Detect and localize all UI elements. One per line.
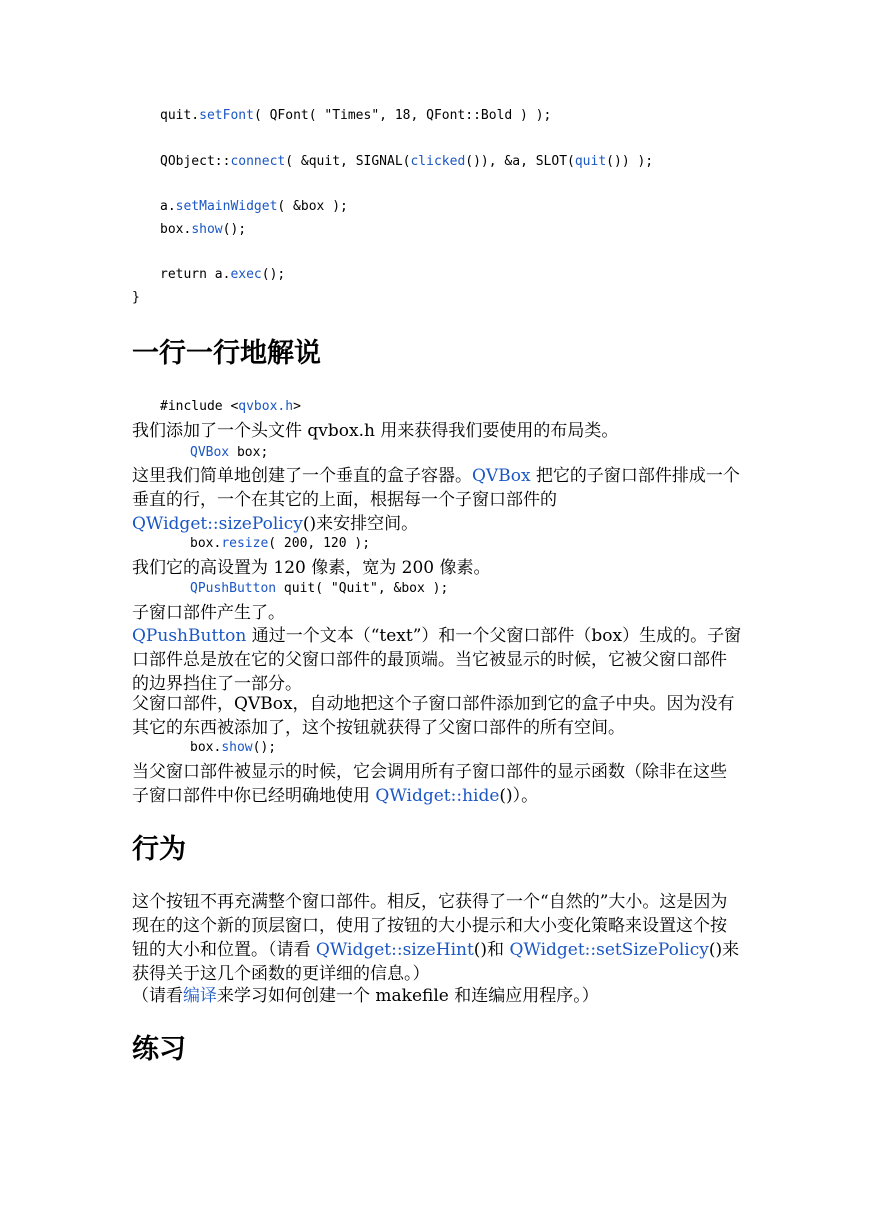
paragraph-text: 把它的子窗口部件排成一个垂直的行，一个在其它的上面，根据每一个子窗口部件的 <box>132 466 740 510</box>
code-text: ()) ); <box>606 154 654 169</box>
code-text: > <box>293 399 301 414</box>
code-line <box>190 581 448 597</box>
code-keyword: clicked <box>410 154 466 169</box>
paragraph-text: 这个按钮不再充满整个窗口部件。相反，它获得了一个“自然的”大小。这是因为现在的这个新的顶层窗口，使用了按钮的大小提示和大小变化策略来设置这个按钮的大小和位置。（请看 <box>132 892 728 960</box>
setsizepolicy-link[interactable]: QWidget::setSizePolicy <box>509 940 709 960</box>
code-text: ( QFont( "Times", 18, QFont::Bold ) ); <box>253 108 552 123</box>
section-heading-behavior: 行为 <box>132 834 186 865</box>
qvbox-link[interactable]: QVBox <box>472 466 531 486</box>
paragraph <box>132 890 742 986</box>
code-text: QObject:: <box>160 154 231 169</box>
code-line <box>160 222 246 238</box>
code-text: ( 200, 120 ); <box>268 536 371 551</box>
code-keyword: quit <box>574 154 607 169</box>
code-text: (); <box>222 222 247 237</box>
code-text: box. <box>190 740 222 755</box>
code-text: quit. <box>160 108 200 123</box>
paragraph-text: 来学习如何创建一个 makefile 和连编应用程序。） <box>217 986 599 1006</box>
hide-link[interactable]: QWidget::hide <box>375 786 500 806</box>
code-text: a. <box>160 199 176 214</box>
paragraph-text: 通过一个文本（“text”）和一个父窗口部件（box）生成的。子窗口部件总是放在它的父窗口部件的最顶端。当它被显示的时候，它被父窗口部件的边界挡住了一部分。 <box>132 626 742 694</box>
code-text: (); <box>252 740 277 755</box>
code-line <box>160 267 285 283</box>
paragraph-text: ()来获得关于这几个函数的更详细的信息。） <box>132 940 740 984</box>
sizepolicy-link[interactable]: QWidget::sizePolicy <box>132 514 303 534</box>
paragraph: 子窗口部件产生了。 <box>132 603 285 623</box>
paragraph-text: ()和 <box>473 940 510 960</box>
paragraph: 我们添加了一个头文件 qvbox.h 用来获得我们要使用的布局类。 <box>132 421 619 441</box>
code-keyword: resize <box>221 536 269 551</box>
code-text: box. <box>160 222 192 237</box>
code-keyword: QVBox <box>190 445 230 460</box>
code-text: quit( "Quit", &box ); <box>276 581 449 596</box>
code-line <box>190 536 370 552</box>
code-keyword: setMainWidget <box>175 199 278 214</box>
paragraph <box>132 984 742 1008</box>
qpushbutton-link[interactable]: QPushButton <box>132 626 247 646</box>
code-line <box>160 108 551 124</box>
code-text: ()), &a, SLOT( <box>465 154 575 169</box>
paragraph-text: ()）。 <box>499 786 539 806</box>
section-heading-exercise: 练习 <box>132 1034 186 1065</box>
paragraph-text: ()来安排空间。 <box>302 514 419 534</box>
code-line <box>160 154 653 170</box>
sizehint-link[interactable]: QWidget::sizeHint <box>315 940 474 960</box>
paragraph: 我们它的高设置为 120 像素，宽为 200 像素。 <box>132 558 491 578</box>
code-keyword: QPushButton <box>190 581 277 596</box>
compile-link[interactable]: 编译 <box>183 986 217 1006</box>
code-keyword: qvbox.h <box>238 399 294 414</box>
code-keyword: show <box>191 222 223 237</box>
paragraph: 父窗口部件，QVBox，自动地把这个子窗口部件添加到它的盒子中央。因为没有其它的东西被添加了，这个按钮就获得了父窗口部件的所有空间。 <box>132 694 735 738</box>
code-keyword: setFont <box>199 108 254 123</box>
paragraph-text: 当父窗口部件被显示的时候，它会调用所有子窗口部件的显示函数（除非在这些子窗口部件中你已经明确地使用 <box>132 762 727 806</box>
code-text: box; <box>229 445 269 460</box>
section-heading-explain: 一行一行地解说 <box>132 338 321 369</box>
code-line <box>190 740 276 756</box>
paragraph-text: （请看 <box>132 986 183 1006</box>
paragraph <box>132 624 742 696</box>
code-text: #include < <box>160 399 239 414</box>
paragraph-text: 这里我们简单地创建了一个垂直的盒子容器。 <box>132 466 472 486</box>
paragraph <box>132 760 742 808</box>
code-text: ( &box ); <box>277 199 348 214</box>
code-line <box>190 445 268 461</box>
code-text: box. <box>190 536 222 551</box>
code-keyword: exec <box>230 267 262 282</box>
code-text: (); <box>261 267 286 282</box>
code-keyword: connect <box>230 154 286 169</box>
code-text: ( &quit, SIGNAL( <box>285 154 411 169</box>
code-text: return a. <box>160 267 231 282</box>
code-line <box>160 199 348 215</box>
paragraph <box>132 464 742 536</box>
code-keyword: show <box>221 740 253 755</box>
code-line <box>160 399 301 415</box>
code-closing-brace: } <box>132 290 140 305</box>
